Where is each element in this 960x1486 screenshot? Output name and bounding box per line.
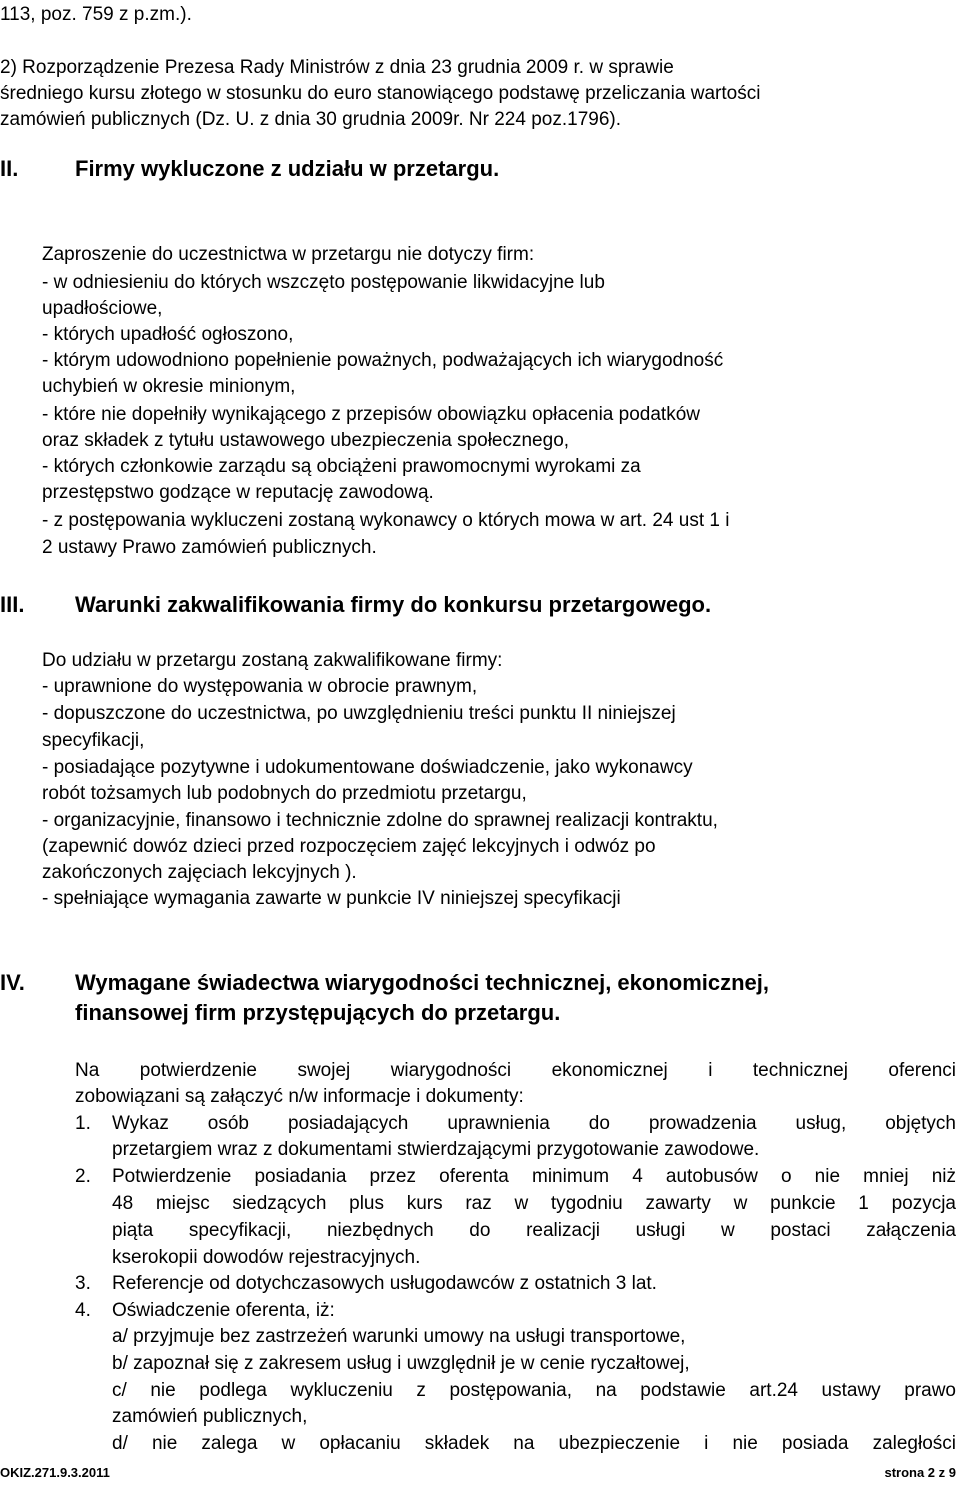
section-2-line: - z postępowania wykluczeni zostaną wykonawcy o których mowa w art. 24 ust 1 i — [42, 510, 730, 531]
section-4-lead-line-2: zobowiązani są załączyć n/w informacje i dokumenty: — [75, 1086, 524, 1107]
list-item-line: Wykaz osób posiadających uprawnienia do prowadzenia usług, objętych — [112, 1113, 956, 1134]
sub-item-line: a/ przyjmuje bez zastrzeżeń warunki umowy na usługi transportowe, — [112, 1326, 686, 1347]
section-3-line: - uprawnione do występowania w obrocie prawnym, — [42, 676, 478, 697]
list-item-line: Potwierdzenie posiadania przez oferenta minimum 4 autobusów o nie mniej niż — [112, 1166, 956, 1187]
section-2-line: - którym udowodniono popełnienie poważnych, podważających ich wiarygodność — [42, 350, 724, 371]
section-2-line: przestępstwo godzące w reputację zawodową. — [42, 482, 434, 503]
section-3-line: specyfikacji, — [42, 730, 145, 751]
list-item-line: przetargiem wraz z dokumentami stwierdzającymi przygotowanie zawodowe. — [112, 1139, 760, 1160]
intro-line-4: zamówień publicznych (Dz. U. z dnia 30 grudnia 2009r. Nr 224 poz.1796). — [0, 109, 622, 130]
section-3-title: Warunki zakwalifikowania firmy do konkursu przetargowego. — [75, 592, 712, 617]
list-item-line: Oświadczenie oferenta, iż: — [112, 1300, 335, 1321]
section-4-lead-line-1: Na potwierdzenie swojej wiarygodności ekonomicznej i technicznej oferenci — [75, 1060, 956, 1081]
sub-item-line: b/ zapoznał się z zakresem usług i uwzględnił je w cenie ryczałtowej, — [112, 1353, 690, 1374]
list-item-number: 2. — [75, 1166, 91, 1187]
section-2-line: - które nie dopełniły wynikającego z przepisów obowiązku opłacenia podatków — [42, 404, 700, 425]
section-3-line: - dopuszczone do uczestnictwa, po uwzględnieniu treści punktu II niniejszej — [42, 703, 676, 724]
section-4-title-line-1: Wymagane świadectwa wiarygodności technicznej, ekonomicznej, — [75, 970, 770, 995]
section-3-line: - posiadające pozytywne i udokumentowane doświadczenie, jako wykonawcy — [42, 757, 693, 778]
section-2-line: - których członkowie zarządu są obciążeni prawomocnymi wyrokami za — [42, 456, 641, 477]
document-reference: OKIZ.271.9.3.2011 — [0, 1465, 110, 1480]
list-item-number: 3. — [75, 1273, 91, 1294]
section-2-line: uchybień w okresie minionym, — [42, 376, 296, 397]
section-3-lead: Do udziału w przetargu zostaną zakwalifikowane firmy: — [42, 650, 503, 671]
sub-item-line: zamówień publicznych, — [112, 1406, 308, 1427]
section-3-line: (zapewnić dowóz dzieci przed rozpoczęciem zajęć lekcyjnych i odwóz po — [42, 836, 656, 857]
section-2-line: - których upadłość ogłoszono, — [42, 324, 294, 345]
section-3-number: III. — [0, 592, 25, 617]
section-4-number: IV. — [0, 970, 25, 995]
section-3-line: zakończonych zajęciach lekcyjnych ). — [42, 862, 357, 883]
section-2-line: upadłościowe, — [42, 298, 163, 319]
section-2-lead: Zaproszenie do uczestnictwa w przetargu nie dotyczy firm: — [42, 244, 535, 265]
page-number: strona 2 z 9 — [884, 1465, 956, 1480]
section-3-line: robót tożsamych lub podobnych do przedmiotu przetargu, — [42, 783, 527, 804]
section-2-line: 2 ustawy Prawo zamówień publicznych. — [42, 537, 377, 558]
list-item-number: 1. — [75, 1113, 91, 1134]
section-2-title: Firmy wykluczone z udziału w przetargu. — [75, 156, 500, 181]
sub-item-line: d/ nie zalega w opłacaniu składek na ubezpieczenie i nie posiada zaległości — [112, 1433, 956, 1454]
section-3-line: - organizacyjnie, finansowo i technicznie zdolne do sprawnej realizacji kontraktu, — [42, 810, 718, 831]
intro-line-2: 2) Rozporządzenie Prezesa Rady Ministrów z dnia 23 grudnia 2009 r. w sprawie — [0, 57, 674, 78]
section-4-title-line-2: finansowej firm przystępujących do przetargu. — [75, 1000, 561, 1025]
list-item-number: 4. — [75, 1300, 91, 1321]
sub-item-line: c/ nie podlega wykluczeniu z postępowania, na podstawie art.24 ustawy prawo — [112, 1380, 956, 1401]
section-2-number: II. — [0, 156, 19, 181]
list-item-line: kserokopii dowodów rejestracyjnych. — [112, 1247, 421, 1268]
list-item-line: 48 miejsc siedzących plus kurs raz w tygodniu zawarty w punkcie 1 pozycja — [112, 1193, 956, 1214]
list-item-line: Referencje od dotychczasowych usługodawców z ostatnich 3 lat. — [112, 1273, 657, 1294]
section-3-line: - spełniające wymagania zawarte w punkcie IV niniejszej specyfikacji — [42, 888, 621, 909]
intro-line-3: średniego kursu złotego w stosunku do euro stanowiącego podstawę przeliczania wartości — [0, 83, 761, 104]
section-2-line: oraz składek z tytułu ustawowego ubezpieczenia społecznego, — [42, 430, 570, 451]
intro-line-1: 113, poz. 759 z p.zm.). — [0, 4, 192, 25]
list-item-line: piąta specyfikacji, niezbędnych do realizacji usługi w postaci załączenia — [112, 1220, 956, 1241]
section-2-line: - w odniesieniu do których wszczęto postępowanie likwidacyjne lub — [42, 272, 605, 293]
